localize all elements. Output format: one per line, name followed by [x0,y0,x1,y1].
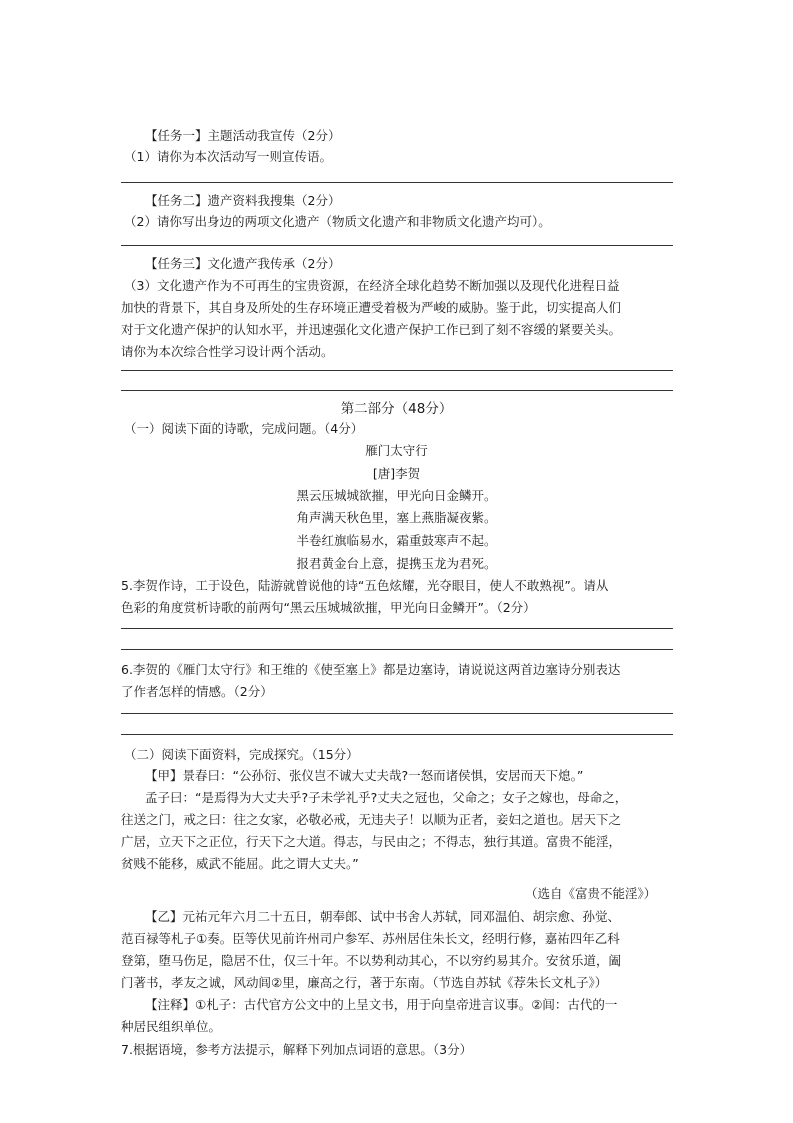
jia-line: 往送之门，戒之曰：往之女家，必敬必戒，无违夫子！以顺为正者，妾妇之道也。居天下之 [121,812,622,827]
poem-line: 报君黄金台上意，提携玉龙为君死。 [296,556,497,571]
task1-heading: 【任务一】主题活动我宣传（2分） [145,128,341,143]
task3-line: 请你为本次综合性学习设计两个活动。 [121,344,334,359]
part2-title: 第二部分（48分） [340,401,453,417]
jia-source: （选自《富贵不能淫》） [525,886,657,901]
poem-line: 黑云压城城欲摧，甲光向日金鳞开。 [296,488,497,503]
yi-line: 登第，堕马伤足，隐居不仕，仅三十年。不以势利动其心，不以穷约易其介。安贫乐道，阖 [121,953,622,968]
answer-line [121,390,673,391]
jia-line: 广居，立天下之正位，行天下之大道。得志，与民由之；不得志，独行其道。富贵不能淫， [121,834,622,849]
jia-line: 【甲】景春曰：“公孙衍、张仪岂不诚大丈夫哉?一怒而诸侯惧，安居而天下熄。” [145,768,584,783]
answer-line [121,370,673,371]
section1-intro: （一）阅读下面的诗歌，完成问题。（4分） [124,421,364,436]
q5-line: 5.李贺作诗，工于设色，陆游就曾说他的诗“五色炫耀，光夺眼目，使人不敢熟视”。请从 [121,578,609,593]
task1-question: （1）请你为本次活动写一则宣传语。 [124,149,332,164]
task3-line: （3）文化遗产作为不可再生的宝贵资源，在经济全球化趋势不断加强以及现代化进程日益 [124,278,620,293]
poem-author: [唐]李贺 [372,466,421,481]
yi-line: 门著书，孝友之诚，风动闾②里，廉高之行，著于东南。（节选自苏轼《荐朱长文札子》） [121,975,608,990]
note-line: 【注释】①札子：古代官方公文中的上呈文书，用于向皇帝进言议事。②闾：古代的一 [145,997,618,1012]
q5-line: 色彩的角度赏析诗歌的前两句“黑云压城城欲摧，甲光向日金鳞开”。（2分） [121,600,536,615]
task3-line: 加快的背景下，其自身及所处的生存环境正遭受着极为严峻的威胁。鉴于此，切实提高人们 [121,300,622,315]
answer-line [121,628,673,629]
answer-line [121,649,673,650]
task2-heading: 【任务二】遗产资料我搜集（2分） [145,193,341,208]
q6-line: 了作者怎样的情感。（2分） [121,684,273,699]
task3-heading: 【任务三】文化遗产我传承（2分） [145,256,341,271]
jia-line: 贫贱不能移，威武不能屈。此之谓大丈夫。” [121,856,359,871]
note-line: 种居民组织单位。 [121,1019,222,1034]
answer-line [121,734,673,735]
task2-question: （2）请你写出身边的两项文化遗产（物质文化遗产和非物质文化遗产均可）。 [124,214,551,229]
answer-line [121,182,673,183]
task3-line: 对于文化遗产保护的认知水平，并迅速强化文化遗产保护工作已到了刻不容缓的紧要关头。 [121,322,622,337]
poem-line: 半卷红旗临易水，霜重鼓寒声不起。 [296,533,497,548]
yi-line: 范百禄等札子①奏。臣等伏见前许州司户参军、苏州居住朱长文，经明行修，嘉祐四年乙科 [121,931,620,946]
jia-line: 孟子曰：“是焉得为大丈夫乎?子未学礼乎?丈夫之冠也，父命之；女子之嫁也，母命之， [145,790,628,805]
q6-line: 6.李贺的《雁门太守行》和王维的《使至塞上》都是边塞诗，请说说这两首边塞诗分别表达 [121,662,621,677]
yi-line: 【乙】元祐元年六月二十五日，朝奉郎、试中书舍人苏轼，同邓温伯、胡宗愈、孙觉、 [145,909,621,924]
answer-line [121,713,673,714]
q7-line: 7.根据语境，参考方法提示，解释下列加点词语的意思。（3分） [121,1042,473,1057]
answer-line [121,245,673,246]
poem-title: 雁门太守行 [365,443,428,458]
section2-intro: （二）阅读下面资料，完成探究。（15分） [124,747,359,762]
poem-line: 角声满天秋色里，塞上燕脂凝夜紫。 [296,510,497,525]
